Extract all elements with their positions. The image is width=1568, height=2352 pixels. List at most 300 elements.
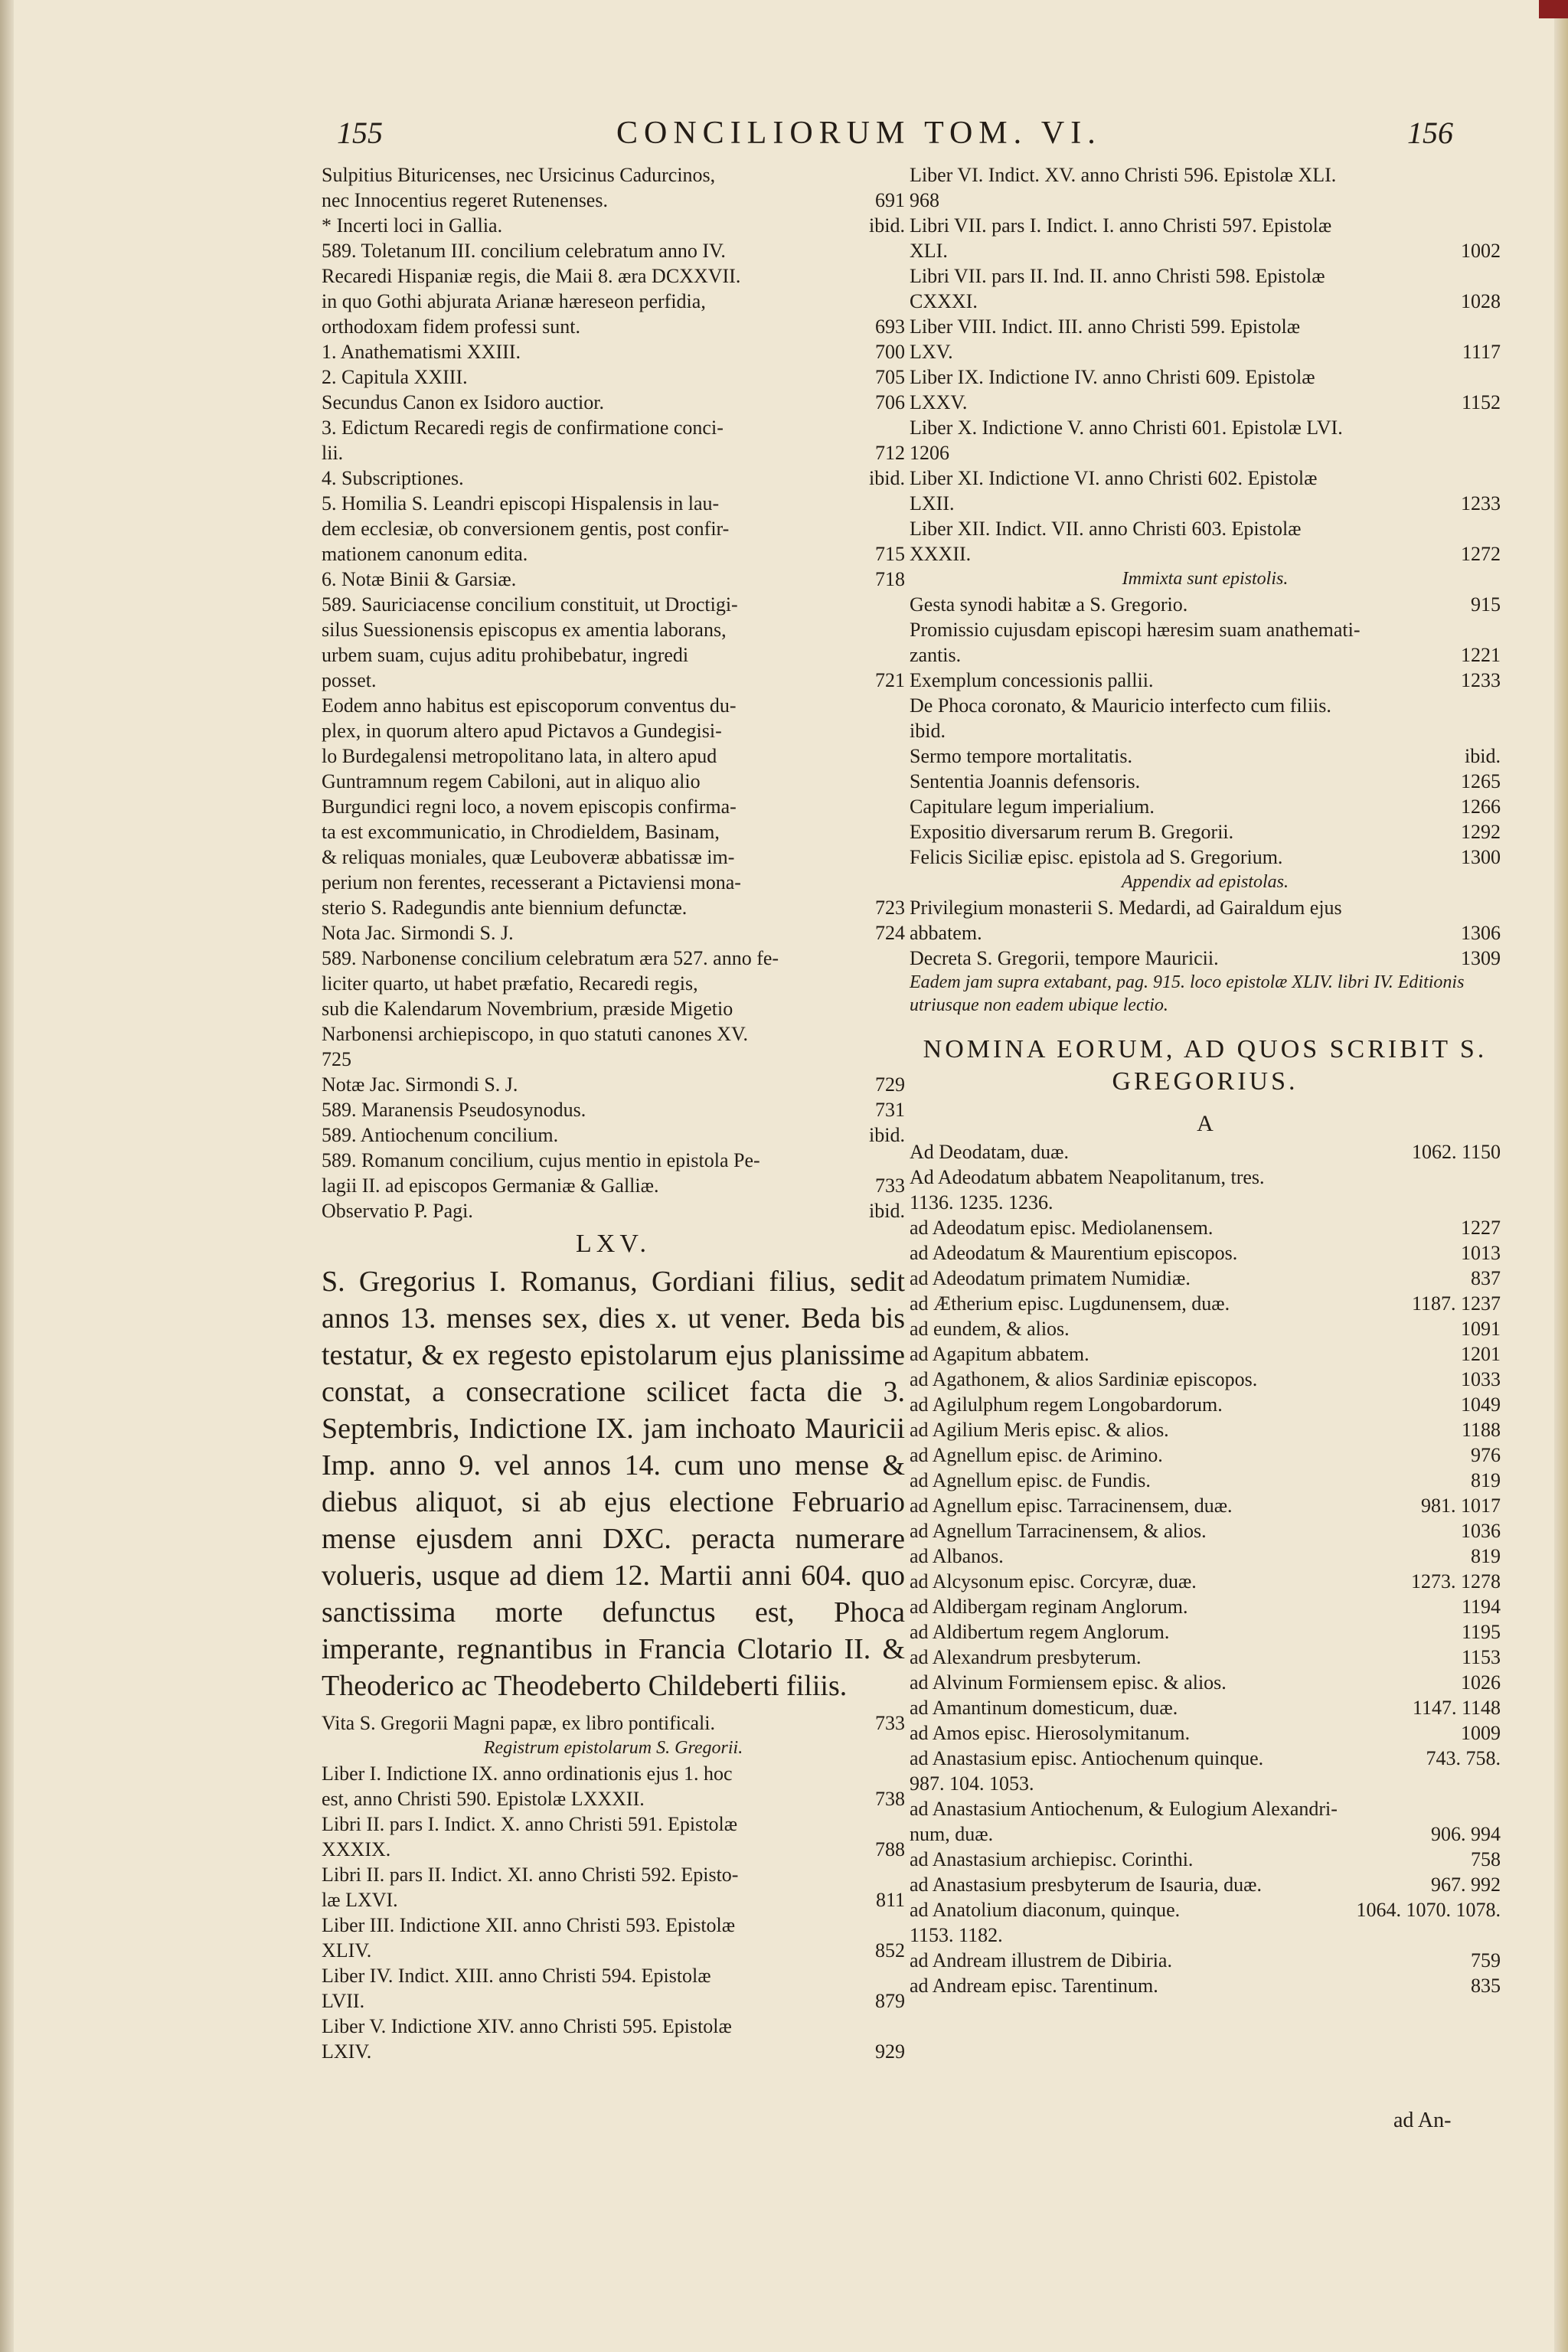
index-entry — [910, 516, 1501, 541]
entry-page-number: 1028 — [1461, 290, 1501, 312]
entry-page-number: ibid. — [869, 467, 905, 489]
catchword: ad An- — [1393, 2109, 1452, 2132]
correspondent-entry — [910, 1594, 1501, 1619]
entry-text: 987. 104. 1053. — [910, 1772, 1034, 1795]
correspondent-entry — [910, 1544, 1501, 1569]
entry-text: De Phoca coronato, & Mauricio interfecto cum filiis. — [910, 694, 1331, 717]
entry-page-number: 729 — [875, 1073, 905, 1096]
index-entry — [322, 920, 905, 946]
entry-text: silus Suessionensis episcopus ex amentia laborans, — [322, 619, 727, 641]
entry-text: 589. Toletanum III. concilium celebratum anno IV. — [322, 240, 726, 262]
entry-text: Liber VIII. Indict. III. anno Christi 599. Epistolæ — [910, 315, 1301, 338]
entry-text: LXIV. — [322, 2040, 372, 2063]
entry-page-number: 700 — [875, 341, 905, 363]
entry-page-number: 1187. 1237 — [1411, 1292, 1501, 1315]
index-entry — [910, 693, 1501, 718]
entry-text: Liber VI. Indict. XV. anno Christi 596. Epistolæ XLI. — [910, 164, 1337, 186]
entry-text: Secundus Canon ex Isidoro auctior. — [322, 391, 604, 413]
entry-text: plex, in quorum altero apud Pictavos a Gundegisi- — [322, 720, 722, 742]
entry-text: 589. Romanum concilium, cujus mentio in epistola Pe- — [322, 1149, 760, 1171]
entry-text: ad Agilium Meris episc. & alios. — [910, 1419, 1169, 1441]
register-entry — [322, 2014, 905, 2039]
register-entry — [322, 1913, 905, 1938]
index-entry — [322, 693, 905, 718]
entry-text: dem ecclesiæ, ob conversionem gentis, post confir- — [322, 518, 730, 540]
correspondent-entry — [910, 1897, 1501, 1922]
entry-page-number: 1266 — [1461, 795, 1501, 818]
register-entry — [322, 1710, 905, 1736]
alphabet-letter-a: A — [1197, 1111, 1214, 1136]
entry-page-number: 723 — [875, 897, 905, 919]
index-entry — [910, 920, 1501, 946]
entry-text: Liber III. Indictione XII. anno Christi 593. Epistolæ — [322, 1914, 736, 1936]
entry-text: ad Aldibergam reginam Anglorum. — [910, 1596, 1188, 1618]
entry-text: Liber V. Indictione XIV. anno Christi 595. Epistolæ — [322, 2015, 732, 2037]
register-entry — [322, 1862, 905, 1887]
correspondent-entry — [910, 1215, 1501, 1240]
index-entry — [322, 415, 905, 440]
entry-text: Libri VII. pars I. Indict. I. anno Christi 597. Epistolæ — [910, 214, 1332, 237]
entry-text: Capitulare legum imperialium. — [910, 795, 1155, 818]
gregorius-paragraph: S. Gregorius I. Romanus, Gordiani filius, sedit annos 13. menses sex, dies x. ut vener. Beda bis testatur, & ex regesto epistolarum ejus planissime constat, a consecratione scilicet facta die 3. Septembris, Indictione IX. jam inchoato Mauricii Imp. anno 9. vel annos 14. cum uno mense & diebus aliquot, si ab ejus electione Februario mense ejusdem anni DXC. peracta numerare volueris, usque ad diem 12. Martii anni 604. quo sanctissima morte defunctus est, Phoca imperante, regnantibus in Francia Clotario II. & Theoderico ac Theodeberto Childeberti filiis. — [322, 1266, 905, 1702]
entry-text: 589. Antiochenum concilium. — [322, 1124, 559, 1146]
register-entry — [322, 2039, 905, 2064]
index-entry — [322, 1047, 905, 1072]
index-entry — [322, 541, 905, 567]
correspondent-entry — [910, 1645, 1501, 1670]
entry-page-number: 1049 — [1461, 1393, 1501, 1416]
entry-text: ad Andream illustrem de Dibiria. — [910, 1949, 1172, 1971]
page-edge — [1554, 0, 1568, 2352]
entry-page-number: 1117 — [1462, 341, 1501, 363]
index-entry — [322, 466, 905, 491]
entry-page-number: 1064. 1070. 1078. — [1356, 1899, 1501, 1921]
entry-page-number: ibid. — [1465, 745, 1501, 767]
index-entry — [910, 466, 1501, 491]
entry-page-number: 705 — [875, 366, 905, 388]
index-entry — [910, 895, 1501, 920]
entry-page-number: 743. 758. — [1426, 1747, 1501, 1769]
index-entry — [910, 213, 1501, 238]
entry-text: mationem canonum edita. — [322, 543, 528, 565]
names-section-title: NOMINA EORUM, AD QUOS SCRIBIT S. GREGORIUS. — [923, 1035, 1488, 1096]
correspondent-entry — [910, 1847, 1501, 1872]
entry-text: ad eundem, & alios. — [910, 1318, 1070, 1340]
entry-page-number: 759 — [1471, 1949, 1501, 1971]
correspondent-entry — [910, 1948, 1501, 1973]
entry-page-number: 835 — [1471, 1975, 1501, 1997]
entry-page-number: 1033 — [1461, 1368, 1501, 1390]
entry-text: LXV. — [910, 341, 953, 363]
correspondent-entry — [910, 1670, 1501, 1695]
entry-text: abbatem. — [910, 922, 982, 944]
entry-text: liciter quarto, ut habet præfatio, Recaredi regis, — [322, 972, 698, 995]
entry-text: Immixta sunt epistolis. — [1122, 569, 1289, 589]
index-entry — [322, 1148, 905, 1173]
entry-page-number: 819 — [1471, 1545, 1501, 1567]
entry-text: ad Albanos. — [910, 1545, 1004, 1567]
entry-text: Libri II. pars II. Indict. XI. anno Christi 592. Episto- — [322, 1864, 739, 1886]
correspondent-entry — [910, 1468, 1501, 1493]
entry-text: Narbonensi archiepiscopo, in quo statuti canones XV. — [322, 1023, 748, 1045]
entry-text: Libri II. pars I. Indict. X. anno Christi 591. Epistolæ — [322, 1813, 738, 1835]
correspondent-entry — [910, 1316, 1501, 1341]
correspondent-entry — [910, 1619, 1501, 1645]
index-entry — [910, 592, 1501, 617]
entry-text: XXXIX. — [322, 1838, 391, 1860]
entry-page-number: 967. 992 — [1431, 1873, 1501, 1896]
correspondent-entry — [910, 1291, 1501, 1316]
entry-text: ad Agilulphum regem Longobardorum. — [910, 1393, 1223, 1416]
entry-text: 1206 — [910, 442, 949, 464]
entry-page-number: 1265 — [1461, 770, 1501, 792]
left-page-number: 155 — [337, 116, 383, 150]
index-entry — [322, 668, 905, 693]
entry-text: ad Agnellum episc. de Arimino. — [910, 1444, 1163, 1466]
index-entry — [322, 592, 905, 617]
entry-page-number: 976 — [1471, 1444, 1501, 1466]
index-entry — [322, 364, 905, 390]
entry-text: 6. Notæ Binii & Garsiæ. — [322, 568, 517, 590]
right-page-number: 156 — [1407, 116, 1453, 150]
index-entry — [322, 946, 905, 971]
entry-page-number: 1194 — [1461, 1596, 1501, 1618]
index-entry — [910, 794, 1501, 819]
entry-text: ad Anastasium Antiochenum, & Eulogium Alexandri- — [910, 1798, 1338, 1820]
entry-text: LXXV. — [910, 391, 968, 413]
entry-text: Decreta S. Gregorii, tempore Mauricii. — [910, 947, 1219, 969]
index-entry — [322, 1021, 905, 1047]
entry-page-number: 733 — [875, 1712, 905, 1734]
index-entry — [910, 617, 1501, 642]
entry-page-number: ibid. — [869, 1124, 905, 1146]
entry-text: ad Anastasium presbyterum de Isauria, duæ. — [910, 1873, 1262, 1896]
entry-text: sub die Kalendarum Novembrium, præside Migetio — [322, 998, 733, 1020]
index-entry — [322, 567, 905, 592]
index-entry — [322, 870, 905, 895]
entry-text: Recaredi Hispaniæ regis, die Maii 8. æra DCXXVII. — [322, 265, 741, 287]
index-entry — [910, 314, 1501, 339]
entry-text: zantis. — [910, 644, 962, 666]
entry-page-number: 1233 — [1461, 492, 1501, 514]
entry-page-number: 712 — [875, 442, 905, 464]
index-entry — [910, 743, 1501, 769]
index-entry — [322, 188, 905, 213]
index-entry — [322, 1097, 905, 1122]
entry-text: Vita S. Gregorii Magni papæ, ex libro pontificali. — [322, 1712, 716, 1734]
register-entry — [322, 1786, 905, 1811]
entry-text: lagii II. ad episcopos Germaniæ & Galliæ. — [322, 1174, 659, 1197]
entry-page-number: 1306 — [1461, 922, 1501, 944]
register-entry — [322, 1988, 905, 2014]
entry-text: ad Agnellum Tarracinensem, & alios. — [910, 1520, 1207, 1542]
entry-page-number: 1233 — [1461, 669, 1501, 691]
correspondent-entry — [910, 1493, 1501, 1518]
entry-page-number: 1002 — [1461, 240, 1501, 262]
index-entry — [322, 516, 905, 541]
entry-text: Sulpitius Bituricenses, nec Ursicinus Cadurcinos, — [322, 164, 716, 186]
entry-page-number: 1153 — [1461, 1646, 1501, 1668]
entry-text: ad Adeodatum primatem Numidiæ. — [910, 1267, 1191, 1289]
entry-page-number: ibid. — [869, 1200, 905, 1222]
correspondent-entry — [910, 1442, 1501, 1468]
entry-text: Sententia Joannis defensoris. — [910, 770, 1141, 792]
entry-page-number: 1272 — [1461, 543, 1501, 565]
index-entry — [322, 743, 905, 769]
entry-text: ad Aldibertum regem Anglorum. — [910, 1621, 1170, 1643]
index-entry — [322, 440, 905, 466]
entry-text: Gesta synodi habitæ a S. Gregorio. — [910, 593, 1188, 616]
entry-text: Liber XI. Indictione VI. anno Christi 602. Epistolæ — [910, 467, 1318, 489]
entry-text: LVII. — [322, 1990, 365, 2012]
entry-text: ad Agnellum episc. Tarracinensem, duæ. — [910, 1494, 1233, 1517]
entry-text: læ LXVI. — [322, 1889, 398, 1911]
entry-page-number: 1292 — [1461, 821, 1501, 843]
entry-page-number: 1091 — [1461, 1318, 1501, 1340]
index-entry — [910, 390, 1501, 415]
entry-page-number: 929 — [875, 2040, 905, 2063]
index-entry — [322, 213, 905, 238]
correspondent-entry — [910, 1771, 1501, 1796]
index-entry — [910, 440, 1501, 466]
entry-page-number: 879 — [875, 1990, 905, 2012]
entry-page-number: 837 — [1471, 1267, 1501, 1289]
entry-text: Expositio diversarum rerum B. Gregorii. — [910, 821, 1234, 843]
correspondent-entry — [910, 1165, 1501, 1190]
left-entry-list — [322, 162, 905, 1223]
entry-text: Eodem anno habitus est episcoporum conventus du- — [322, 694, 737, 717]
entry-text: Burgundici regni loco, a novem episcopis confirma- — [322, 795, 737, 818]
entry-page-number: 693 — [875, 315, 905, 338]
entry-text: 4. Subscriptiones. — [322, 467, 464, 489]
entry-page-number: 758 — [1471, 1848, 1501, 1870]
entry-text: * Incerti loci in Gallia. — [322, 214, 503, 237]
index-entry — [910, 289, 1501, 314]
correspondent-entry — [910, 1922, 1501, 1948]
entry-page-number: 1188 — [1461, 1419, 1501, 1441]
entry-text: Promissio cujusdam episcopi hæresim suam anathemati- — [910, 619, 1361, 641]
entry-page-number: 1152 — [1461, 391, 1501, 413]
correspondent-entry — [910, 1392, 1501, 1417]
entry-text: 2. Capitula XXIII. — [322, 366, 468, 388]
entry-text: Liber XII. Indict. VII. anno Christi 603. Epistolæ — [910, 518, 1302, 540]
entry-text: Privilegium monasterii S. Medardi, ad Gairaldum ejus — [910, 897, 1342, 919]
entry-text: CXXXI. — [910, 290, 978, 312]
entry-text: ad Agathonem, & alios Sardiniæ episcopos. — [910, 1368, 1258, 1390]
entry-text: sterio S. Radegundis ante biennium defunctæ. — [322, 897, 688, 919]
entry-text: ad Anatolium diaconum, quinque. — [910, 1899, 1181, 1921]
correspondent-entry — [910, 1190, 1501, 1215]
correspondent-entry — [910, 1518, 1501, 1544]
entry-text: perium non ferentes, recesserant a Pictaviensi mona- — [322, 871, 741, 893]
entry-page-number: 1013 — [1461, 1242, 1501, 1264]
correspondent-entry — [910, 1266, 1501, 1291]
index-entry — [910, 162, 1501, 188]
entry-text: Observatio P. Pagi. — [322, 1200, 473, 1222]
entry-text: ta est excommunicatio, in Chrodieldem, Basinam, — [322, 821, 720, 843]
entry-text: urbem suam, cujus aditu prohibebatur, ingredi — [322, 644, 689, 666]
entry-text: est, anno Christi 590. Epistolæ LXXXII. — [322, 1788, 645, 1810]
entry-page-number: 1036 — [1461, 1520, 1501, 1542]
correspondent-entry — [910, 1417, 1501, 1442]
index-entry — [910, 668, 1501, 693]
entry-text: 1136. 1235. 1236. — [910, 1191, 1054, 1214]
register-entry — [322, 1887, 905, 1913]
entry-page-number: 852 — [875, 1939, 905, 1962]
entry-page-number: 1147. 1148 — [1412, 1697, 1501, 1719]
correspondent-entry — [910, 1720, 1501, 1746]
entry-text: ad Alcysonum episc. Corcyræ, duæ. — [910, 1570, 1197, 1592]
right-column — [910, 162, 1501, 1998]
entry-text: ad Anastasium archiepisc. Corinthi. — [910, 1848, 1194, 1870]
index-entry — [910, 567, 1501, 592]
entry-text: ad Amos episc. Hierosolymitanum. — [910, 1722, 1191, 1744]
correspondent-entry — [910, 1139, 1501, 1165]
index-entry — [322, 339, 905, 364]
entry-text: Ad Adeodatum abbatem Neapolitanum, tres. — [910, 1166, 1265, 1188]
entry-text: ad Amantinum domesticum, duæ. — [910, 1697, 1178, 1719]
entry-text: ad Adeodatum & Maurentium episcopos. — [910, 1242, 1238, 1264]
entry-text: Felicis Siciliæ episc. epistola ad S. Gregorium. — [910, 846, 1283, 868]
correspondent-entry — [910, 1569, 1501, 1594]
entry-page-number: 1227 — [1461, 1217, 1501, 1239]
entry-page-number: 788 — [875, 1838, 905, 1860]
index-entry — [910, 769, 1501, 794]
index-entry — [322, 617, 905, 642]
entry-page-number: 706 — [875, 391, 905, 413]
entry-text: Registrum epistolarum S. Gregorii. — [483, 1738, 743, 1758]
index-entry — [322, 769, 905, 794]
entry-text: & reliquas moniales, quæ Leuboveræ abbatissæ im- — [322, 846, 735, 868]
index-entry — [322, 1173, 905, 1198]
index-entry — [910, 819, 1501, 844]
correspondent-entry — [910, 1367, 1501, 1392]
entry-text: posset. — [322, 669, 377, 691]
entry-page-number: 819 — [1471, 1469, 1501, 1491]
entry-text: lii. — [322, 442, 344, 464]
index-entry — [910, 718, 1501, 743]
correspondent-entry — [910, 1872, 1501, 1897]
index-entry — [322, 844, 905, 870]
correspondent-entry — [910, 1695, 1501, 1720]
running-title: CONCILIORUM TOM. VI. — [616, 116, 1102, 151]
entry-text: Guntramnum regem Cabiloni, aut in aliquo alio — [322, 770, 701, 792]
entry-page-number: 1009 — [1461, 1722, 1501, 1744]
correspondent-entry — [910, 1240, 1501, 1266]
index-entry — [322, 238, 905, 263]
entry-text: 968 — [910, 189, 939, 211]
register-entry — [322, 1811, 905, 1837]
entry-text: ad Adeodatum episc. Mediolanensem. — [910, 1217, 1214, 1239]
entry-page-number: 981. 1017 — [1421, 1494, 1501, 1517]
entry-page-number: 733 — [875, 1174, 905, 1197]
correspondent-entry — [910, 1796, 1501, 1821]
index-entry — [322, 491, 905, 516]
entry-text: Libri VII. pars II. Ind. II. anno Christi 598. Epistolæ — [910, 265, 1325, 287]
entry-text: ad Alexandrum presbyterum. — [910, 1646, 1142, 1668]
index-entry — [322, 996, 905, 1021]
entry-page-number: 718 — [875, 568, 905, 590]
book-spine-shadow — [0, 0, 14, 2352]
entry-text: Exemplum concessionis pallii. — [910, 669, 1154, 691]
entry-text: Ad Deodatam, duæ. — [910, 1141, 1069, 1163]
entry-text: num, duæ. — [910, 1823, 994, 1845]
register-entry — [322, 1736, 905, 1761]
section-heading-lxv: LXV. — [576, 1230, 651, 1258]
entry-page-number: 1195 — [1461, 1621, 1501, 1643]
index-entry — [910, 263, 1501, 289]
entry-page-number: 811 — [875, 1889, 905, 1911]
entry-page-number: 1221 — [1461, 644, 1501, 666]
entry-text: ad Anastasium episc. Antiochenum quinque. — [910, 1747, 1264, 1769]
index-entry — [910, 946, 1501, 971]
correspondent-entry — [910, 1821, 1501, 1847]
register-entry — [322, 1837, 905, 1862]
index-entry — [910, 238, 1501, 263]
entry-text: XLI. — [910, 240, 948, 262]
entry-text: ad Agapitum abbatem. — [910, 1343, 1089, 1365]
entry-text: ad Agnellum episc. de Fundis. — [910, 1469, 1151, 1491]
entry-page-number: 738 — [875, 1788, 905, 1810]
index-entry — [910, 642, 1501, 668]
entry-page-number: 1273. 1278 — [1411, 1570, 1501, 1592]
index-entry — [322, 1072, 905, 1097]
index-entry — [322, 289, 905, 314]
entry-text: orthodoxam fidem professi sunt. — [322, 315, 580, 338]
index-entry — [322, 819, 905, 844]
entry-text: LXII. — [910, 492, 955, 514]
index-entry — [322, 642, 905, 668]
index-entry — [322, 718, 905, 743]
entry-text: 1153. 1182. — [910, 1924, 1003, 1946]
entry-text: Liber IX. Indictione IV. anno Christi 609. Epistolæ — [910, 366, 1315, 388]
index-entry — [322, 1122, 905, 1148]
register-entry — [322, 1761, 905, 1786]
entry-text: 725 — [322, 1048, 351, 1070]
right-entry-list — [910, 162, 1501, 971]
entry-text: ad Andream episc. Tarentinum. — [910, 1975, 1158, 1997]
correspondents-list — [910, 1139, 1501, 1998]
ribbon-bookmark — [1539, 0, 1568, 18]
entry-page-number: 691 — [875, 189, 905, 211]
entry-text: XLIV. — [322, 1939, 372, 1962]
index-entry — [322, 263, 905, 289]
entry-text: 1. Anathematismi XXIII. — [322, 341, 521, 363]
index-entry — [322, 390, 905, 415]
entry-text: in quo Gothi abjurata Arianæ hæreseon perfidia, — [322, 290, 706, 312]
index-entry — [322, 895, 905, 920]
index-entry — [910, 491, 1501, 516]
entry-text: nec Innocentius regeret Rutenenses. — [322, 189, 608, 211]
index-entry — [910, 339, 1501, 364]
index-entry — [322, 162, 905, 188]
index-entry — [910, 188, 1501, 213]
index-entry — [322, 314, 905, 339]
entry-page-number: 1062. 1150 — [1411, 1141, 1501, 1163]
correspondent-entry — [910, 1746, 1501, 1771]
entry-text: Nota Jac. Sirmondi S. J. — [322, 922, 514, 944]
entry-page-number: 715 — [875, 543, 905, 565]
entry-page-number: 1309 — [1461, 947, 1501, 969]
entry-text: Liber X. Indictione V. anno Christi 601. Epistolæ LVI. — [910, 416, 1343, 439]
index-entry — [910, 870, 1501, 895]
entry-text: 3. Edictum Recaredi regis de confirmatione conci- — [322, 416, 724, 439]
entry-page-number: 724 — [875, 922, 905, 944]
register-entry-list — [322, 1710, 905, 2064]
entry-text: Sermo tempore mortalitatis. — [910, 745, 1132, 767]
index-entry — [910, 844, 1501, 870]
entry-page-number: ibid. — [869, 214, 905, 237]
